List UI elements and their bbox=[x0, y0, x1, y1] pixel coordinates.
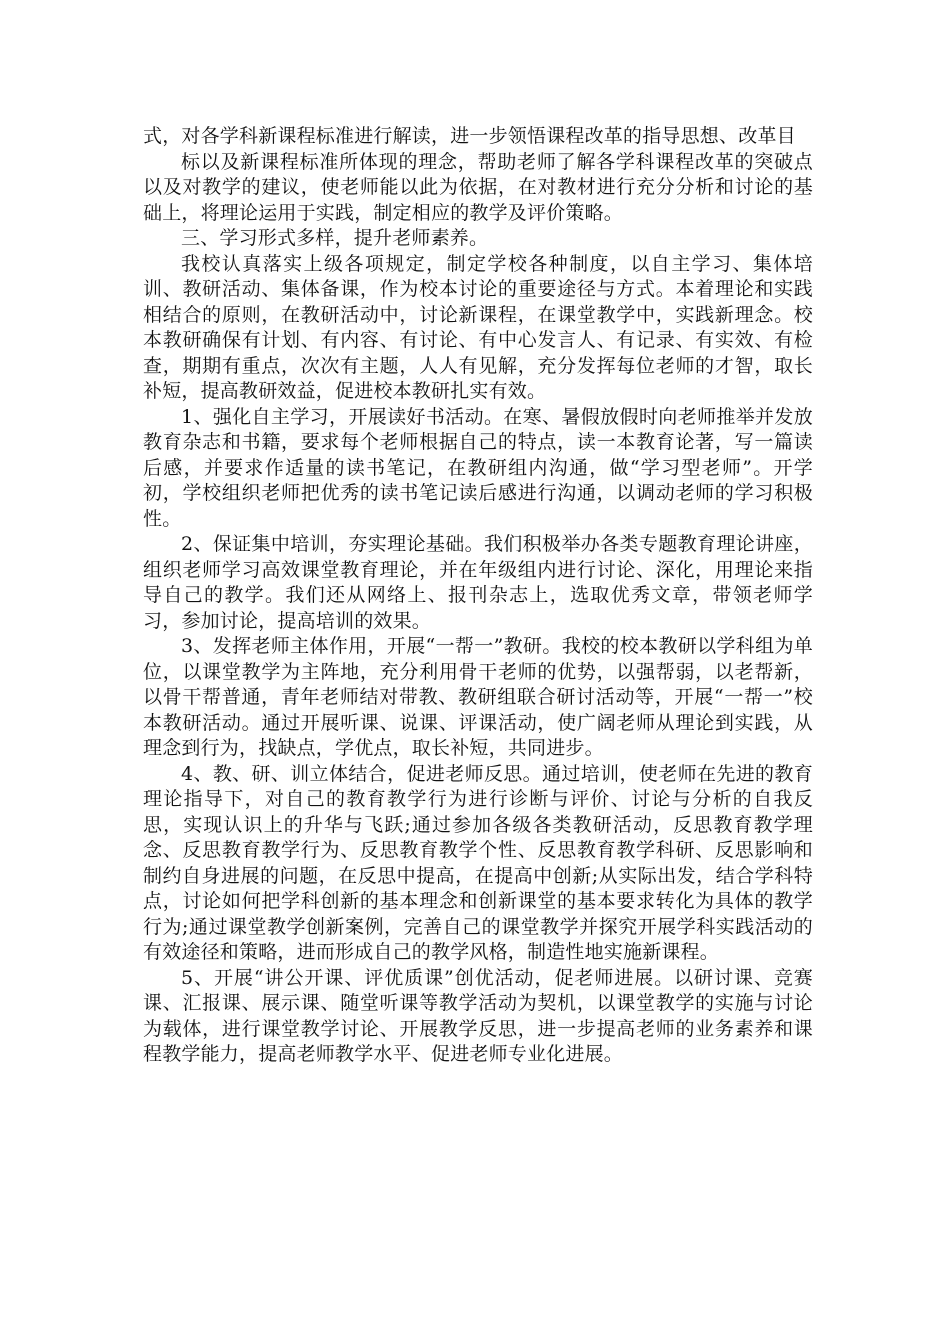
paragraph-item-4: 4、教、研、训立体结合，促进老师反思。通过培训，使老师在先进的教育理论指导下，对自己的教育教学行为进行诊断与评价、讨论与分析的自我反思，实现认识上的升华与飞跃;通过参加各级各类教研活动，反思教育教学理念、反思教育教学行为、反思教育教学个性、反思教育教学科研、反思影响和制约自身进展的问题，在反思中提高，在提高中创新;从实际出发，结合学科特点，讨论如何把学科创新的基本理念和创新课堂的基本要求转化为具体的教学行为;通过课堂教学创新案例，完善自己的课堂教学并探究开展学科实践活动的有效途径和策略，进而形成自己的教学风格，制造性地实施新课程。 bbox=[143, 762, 813, 963]
section-heading-3: 三、学习形式多样，提升老师素养。 bbox=[181, 227, 489, 249]
document-body bbox=[143, 124, 813, 1068]
paragraph-item-3: 3、发挥老师主体作用，开展“一帮一”教研。我校的校本教研以学科组为单位，以课堂教学为主阵地，充分利用骨干老师的优势，以强帮弱，以老帮新，以骨干帮普通，青年老师结对带教、教研组联合研讨活动等，开展“一帮一”校本教研活动。通过开展听课、说课、评课活动，使广阔老师从理论到实践，从理念到行为，找缺点，学优点，取长补短，共同进步。 bbox=[143, 635, 813, 759]
paragraph-item-5: 5、开展“讲公开课、评优质课”创优活动，促老师进展。以研讨课、竞赛课、汇报课、展示课、随堂听课等教学活动为契机，以课堂教学的实施与讨论为载体，进行课堂教学讨论、开展教学反思，进一步提高老师的业务素养和课程教学能力，提高老师教学水平、促进老师专业化进展。 bbox=[143, 966, 813, 1065]
paragraph-1: 式，对各学科新课程标准进行解读，进一步领悟课程改革的指导思想、改革目 bbox=[143, 125, 796, 147]
paragraph-2: 标以及新课程标准所体现的理念，帮助老师了解各学科课程改革的突破点以及对教学的建议，使老师能以此为依据，在对教材进行充分分析和讨论的基础上，将理论运用于实践，制定相应的教学及评价策略。 bbox=[143, 150, 813, 224]
paragraph-item-2: 2、保证集中培训，夯实理论基础。我们积极举办各类专题教育理论讲座，组织老师学习高效课堂教育理论，并在年级组内进行讨论、深化，用理论来指导自己的教学。我们还从网络上、报刊杂志上，选取优秀文章，带领老师学习，参加讨论，提高培训的效果。 bbox=[143, 533, 813, 632]
paragraph-item-1: 1、强化自主学习，开展读好书活动。在寒、暑假放假时向老师推举并发放教育杂志和书籍，要求每个老师根据自己的特点，读一本教育论著，写一篇读后感，并要求作适量的读书笔记，在教研组内沟通，做“学习型老师”。开学初，学校组织老师把优秀的读书笔记读后感进行沟通，以调动老师的学习积极性。 bbox=[143, 405, 813, 530]
paragraph-4: 我校认真落实上级各项规定，制定学校各种制度，以自主学习、集体培训、教研活动、集体备课，作为校本讨论的重要途径与方式。本着理论和实践相结合的原则，在教研活动中，讨论新课程，在课堂教学中，实践新理念。校本教研确保有计划、有内容、有讨论、有中心发言人、有记录、有实效、有检查，期期有重点，次次有主题，人人有见解，充分发挥每位老师的才智，取长补短，提高教研效益，促进校本教研扎实有效。 bbox=[143, 252, 813, 402]
